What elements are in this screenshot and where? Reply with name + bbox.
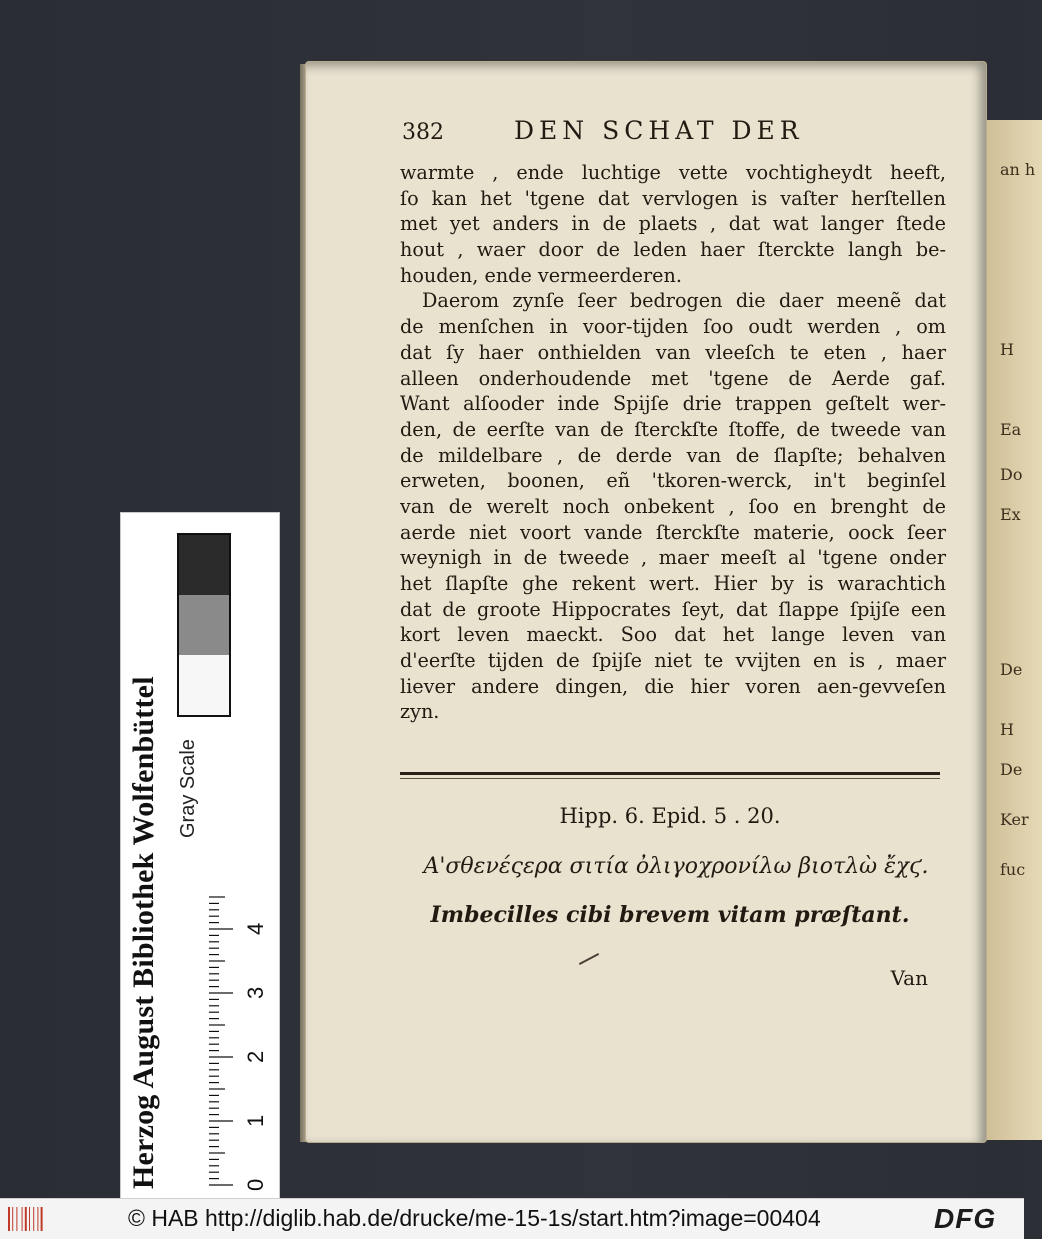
page-header xyxy=(402,116,942,150)
body-line: liever andere dingen, die hier voren aen-gevveſen xyxy=(400,674,946,698)
body-line: ſo kan het 'tgene dat vervlogen is vaſter herſtellen xyxy=(400,186,946,210)
adjacent-page-fragment: Ker xyxy=(1000,810,1029,829)
barcode-bar xyxy=(22,1207,23,1231)
body-line: de mildelbare , de derde van de ſlapſte; behalven xyxy=(400,443,946,467)
gray-scale-patches xyxy=(177,533,231,717)
body-line: de menſchen in voor-tijden ſoo oudt werden , om xyxy=(400,315,946,339)
body-line: zyn. xyxy=(400,700,440,724)
body-text xyxy=(400,160,946,725)
body-line: erweten, boonen, eñ 'tkoren-werck, in't beginſel xyxy=(400,469,946,493)
body-line: dat ſy haer onthielden van vleeſch te eten , haer xyxy=(400,340,946,364)
barcode-icon xyxy=(8,1207,42,1231)
ruler xyxy=(207,863,271,1193)
body-line: Want alſooder inde Spijſe drie trappen geſtelt wer- xyxy=(400,392,946,416)
adjacent-page-fragment: Do xyxy=(1000,465,1023,484)
running-title: DEN SCHAT DER xyxy=(514,116,804,145)
dfg-logo: DFG xyxy=(934,1203,997,1234)
gray-patch xyxy=(179,595,229,655)
ruler-number: 0 xyxy=(243,1178,268,1191)
footnote-greek-quote: Α'σθενέςερα σιτία ὀλιγοχρονίλω βιοτλὼ ἔχϛ. xyxy=(423,854,929,879)
book-page xyxy=(306,62,986,1142)
adjacent-page-fragment: Ea xyxy=(1000,420,1022,439)
gray-patch xyxy=(179,535,229,595)
barcode-bar xyxy=(33,1207,34,1231)
adjacent-page-edge xyxy=(980,120,1042,1140)
adjacent-page-fragment: De xyxy=(1000,760,1023,779)
body-line: Daerom zynſe ſeer bedrogen die daer meenẽ dat xyxy=(422,289,946,313)
barcode-bar xyxy=(8,1207,10,1231)
barcode-bar xyxy=(41,1207,43,1231)
body-line: met yet anders in de plaets , dat wat langer ſtede xyxy=(400,212,946,236)
catchword: Van xyxy=(890,966,928,990)
footnote-latin-quote: Imbecilles cibi brevem vitam præſtant. xyxy=(430,902,910,928)
source-credit: © HAB http://diglib.hab.de/drucke/me-15-1s/start.htm?image=00404 xyxy=(128,1205,821,1231)
adjacent-page-fragment: De xyxy=(1000,660,1023,679)
body-line: van de werelt noch onbekent , ſoo en brenght de xyxy=(400,494,946,518)
body-line: den, de eerſte van de ſterckſte ſtoffe, de tweede van xyxy=(400,417,946,441)
adjacent-page-fragment: H xyxy=(1000,340,1014,359)
gray-scale-label: Gray Scale xyxy=(177,739,199,838)
body-line: houden, ende vermeerderen. xyxy=(400,263,682,287)
ruler-number: 1 xyxy=(243,1114,268,1127)
barcode-bar xyxy=(12,1207,13,1231)
pen-mark xyxy=(579,953,599,965)
body-line: het ſlapſte ghe rekent wert. Hier by is warachtich xyxy=(400,572,946,595)
footer-bar xyxy=(0,1198,1024,1239)
ruler-number: 2 xyxy=(243,1050,268,1063)
body-line: hout , waer door de leden haer ſterckte langh be- xyxy=(400,238,946,262)
body-line: alleen onderhoudende met 'tgene de Aerde gaf. xyxy=(400,366,946,390)
page-number: 382 xyxy=(402,120,444,145)
adjacent-page-fragment: an h xyxy=(1000,160,1036,179)
footnote-rule xyxy=(400,772,940,775)
ruler-number: 4 xyxy=(243,922,268,935)
barcode-bar xyxy=(25,1207,27,1231)
body-line: dat de groote Hippocrates ſeyt, dat ſlappe ſpijſe een xyxy=(400,597,946,621)
color-scale-card xyxy=(120,512,280,1204)
gray-patch xyxy=(179,655,229,715)
body-line: warmte , ende luchtige vette vochtigheydt heeft, xyxy=(400,161,946,184)
ruler-number: 3 xyxy=(243,986,268,999)
body-line: kort leven maeckt. Soo dat het lange leven van xyxy=(400,623,946,647)
adjacent-page-fragment: fuc xyxy=(1000,860,1026,879)
adjacent-page-fragment: Ex xyxy=(1000,505,1021,524)
body-line: aerde niet voort vande ſterckſte materie, oock ſeer xyxy=(400,520,946,544)
barcode-bar xyxy=(37,1207,38,1231)
body-line: d'eerſte tijden de ſpijſe niet te vvijten en is , maer xyxy=(400,649,946,673)
barcode-bar xyxy=(29,1207,30,1231)
footnote-rule-thin xyxy=(400,778,940,779)
scale-card-content xyxy=(121,513,279,1203)
footnote-reference: Hipp. 6. Epid. 5 . 20. xyxy=(559,804,781,828)
barcode-bar xyxy=(16,1207,17,1231)
scale-card-institution: Herzog August Bibliothek Wolfenbüttel xyxy=(127,676,160,1189)
body-line: weynigh in de tweede , maer meeſt al 'tgene onder xyxy=(400,546,946,570)
adjacent-page-fragment: H xyxy=(1000,720,1014,739)
